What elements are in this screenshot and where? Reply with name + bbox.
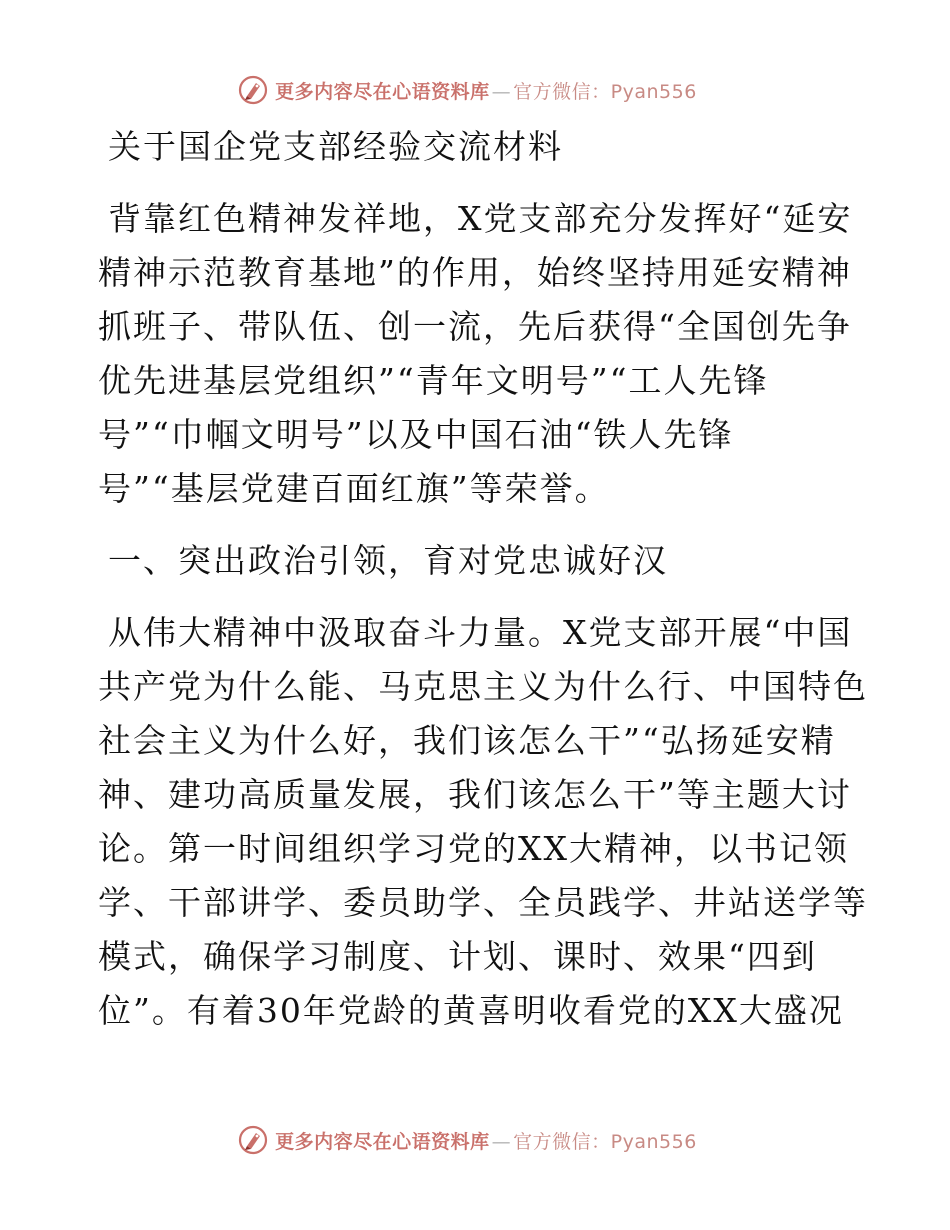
paragraph-line: 社会主义为什么好，我们该怎么干”“弘扬延安精 bbox=[98, 721, 836, 760]
paragraph-line: 号”“巾帼文明号”以及中国石油“铁人先锋 bbox=[98, 415, 734, 454]
paragraph-section1 bbox=[98, 606, 868, 1038]
watermark-separator: — bbox=[491, 80, 512, 103]
paragraph-line: 背靠红色精神发祥地，X党支部充分发挥好“延安 bbox=[108, 199, 853, 238]
paragraph-line: 共产党为什么能、马克思主义为什么行、中国特色 bbox=[98, 667, 868, 706]
watermark-brand: 更多内容尽在心语资料库 bbox=[275, 80, 490, 103]
watermark-inner bbox=[237, 1124, 697, 1156]
watermark-text bbox=[275, 77, 697, 104]
paragraph-line: 论。第一时间组织学习党的XX大精神，以书记领 bbox=[98, 829, 849, 868]
paragraph-intro bbox=[98, 192, 853, 516]
paragraph-line: 抓班子、带队伍、创一流，先后获得“全国创先争 bbox=[98, 307, 852, 346]
pen-nib-circle-icon bbox=[237, 1124, 269, 1156]
paragraph-line: 学、干部讲学、委员助学、全员践学、井站送学等 bbox=[98, 883, 868, 922]
watermark-inner bbox=[237, 74, 697, 106]
document-body bbox=[98, 120, 868, 1038]
paragraph-line: 优先进基层党组织”“青年文明号”“工人先锋 bbox=[98, 361, 769, 400]
watermark-banner-top bbox=[0, 70, 950, 110]
watermark-suffix: 官方微信：Pyan556 bbox=[513, 80, 697, 103]
paragraph-line: 神、建功高质量发展，我们该怎么干”等主题大讨 bbox=[98, 775, 852, 814]
watermark-brand: 更多内容尽在心语资料库 bbox=[275, 1130, 490, 1153]
paragraph-line: 精神示范教育基地”的作用，始终坚持用延安精神 bbox=[98, 253, 852, 292]
paragraph-line: 位”。有着30年党龄的黄喜明收看党的XX大盛况 bbox=[98, 991, 844, 1030]
paragraph-line: 模式，确保学习制度、计划、课时、效果“四到 bbox=[98, 937, 817, 976]
section-heading: 一、突出政治引领，育对党忠诚好汉 bbox=[108, 541, 668, 580]
paragraph-line: 从伟大精神中汲取奋斗力量。X党支部开展“中国 bbox=[108, 613, 853, 652]
watermark-text bbox=[275, 1127, 697, 1154]
document-title: 关于国企党支部经验交流材料 bbox=[108, 127, 563, 166]
pen-nib-circle-icon bbox=[237, 74, 269, 106]
watermark-banner-bottom bbox=[0, 1120, 950, 1160]
paragraph-line: 号”“基层党建百面红旗”等荣誉。 bbox=[98, 469, 610, 508]
watermark-separator: — bbox=[491, 1130, 512, 1153]
watermark-suffix: 官方微信：Pyan556 bbox=[513, 1130, 697, 1153]
